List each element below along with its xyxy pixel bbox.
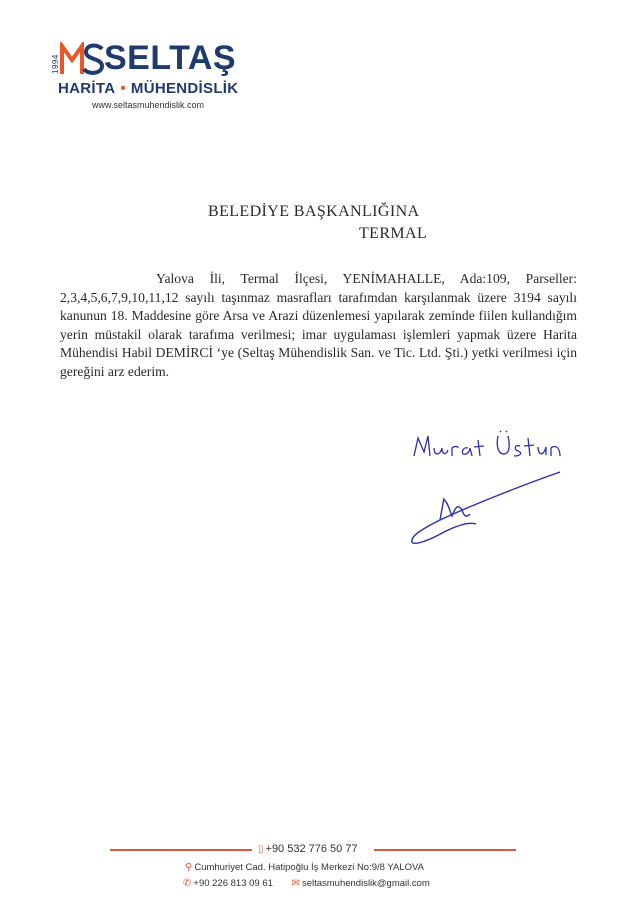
letter-paragraph: Yalova İli, Termal İlçesi, YENİMAHALLE, Ada:109, Parseller: 2,3,4,5,6,7,9,10,11,12 sayılı taşınmaz masrafları tarafımdan karşılanmak üzere 3194 sayılı kanunun 18. Maddesine göre Arsa ve Arazi düzenlemesi yapılarak zeminde fiilen kullandığım yerin müstakil olarak tarafıma verilmesi; imar uygulaması işlemleri yapmak üzere Harita Mühendisi Habil DEMİRCİ ‘ye (Seltaş Mühendislik San. ve Tic. Ltd. Şti.) yetki verilmesi için gereğini arz ederim. [60, 271, 577, 379]
letter-body [60, 270, 577, 382]
recipient-line-2: TERMAL [359, 225, 428, 242]
logo-subtitle-separator: • [120, 80, 126, 97]
footer-mobile-row [110, 843, 516, 857]
company-logo [50, 38, 260, 118]
logo-subtitle [58, 80, 238, 97]
footer-address: Cumhuriyet Cad. Hatipoğlu İş Merkezi No:9/8 YALOVA [194, 862, 425, 873]
recipient-line-1: BELEDİYE BAŞKANLIĞINA [208, 203, 420, 220]
footer-divider-left [110, 849, 252, 851]
logo-subtitle-left: HARİTA [58, 80, 116, 97]
footer-contact-row [183, 878, 430, 889]
footer-address-row [185, 862, 424, 873]
handwritten-signature [400, 420, 570, 550]
logo-ms-mark-icon [60, 42, 104, 76]
footer-mobile-number: +90 532 776 50 77 [265, 843, 358, 855]
mobile-phone-icon: ▯ [258, 844, 264, 855]
footer-divider-right [374, 849, 516, 851]
footer-email: seltasmuhendislik@gmail.com [301, 878, 430, 889]
logo-website: www.seltasmuhendislik.com [92, 100, 205, 110]
footer-mobile [258, 843, 358, 855]
logo-company-name: SELTAŞ [104, 39, 237, 77]
footer-phone: +90 226 813 09 61 [193, 878, 273, 889]
phone-icon: ✆ [183, 878, 192, 889]
logo-year: 1994 [51, 54, 60, 74]
logo-subtitle-right: MÜHENDİSLİK [130, 80, 239, 97]
mail-icon: ✉ [291, 878, 300, 889]
location-pin-icon: ⚲ [185, 862, 193, 873]
